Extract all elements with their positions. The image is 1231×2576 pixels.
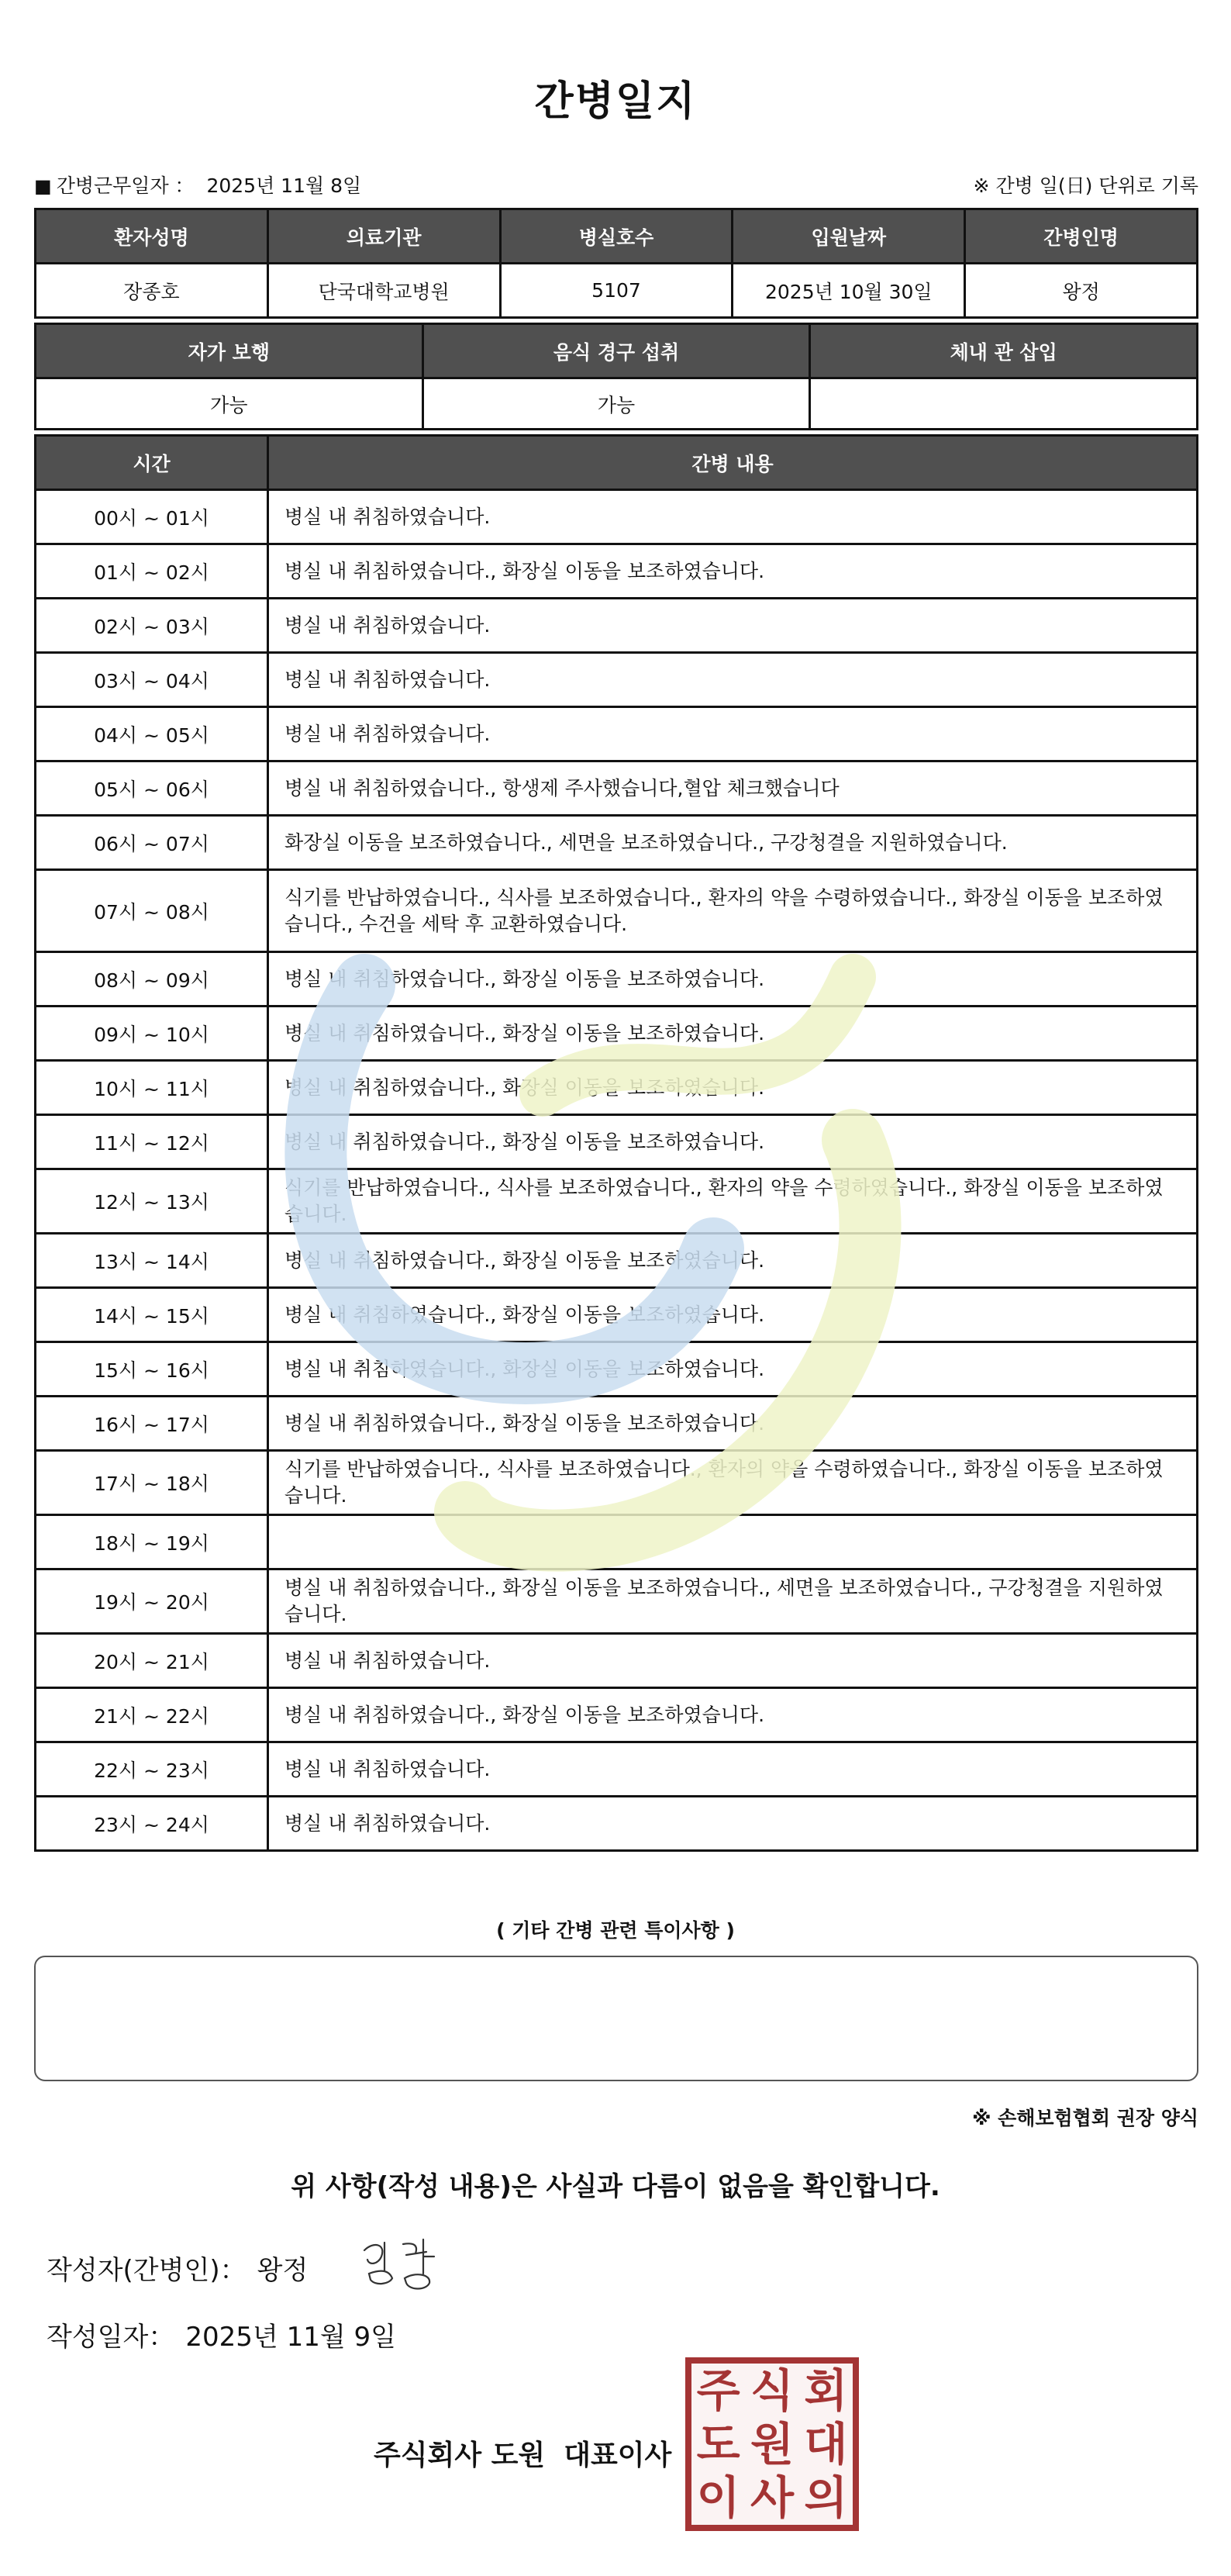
oral-intake-value: 가능	[422, 378, 810, 430]
company-title: 대표이사	[564, 2440, 672, 2471]
table-row	[36, 1515, 1198, 1569]
seal-character: 회	[804, 2364, 848, 2417]
seal-character: 의	[804, 2471, 848, 2525]
seal-character: 이	[696, 2471, 740, 2525]
writer-name: 왕정	[257, 2255, 309, 2286]
log-content: 병실 내 취침하였습니다.	[268, 707, 1198, 761]
log-content: 식기를 반납하였습니다., 식사를 보조하였습니다., 환자의 약을 수령하였습니다., 화장실 이동을 보조하였습니다.	[268, 1169, 1198, 1234]
log-content	[268, 1515, 1198, 1569]
log-content: 병실 내 취침하였습니다.	[268, 1634, 1198, 1688]
seal-character: 원	[750, 2417, 794, 2471]
log-time: 04시 ~ 05시	[36, 707, 268, 761]
table-row	[36, 1115, 1198, 1169]
patient-name: 장종호	[36, 264, 268, 318]
table-row	[36, 1061, 1198, 1115]
table-row	[36, 1634, 1198, 1688]
log-content: 병실 내 취침하였습니다., 화장실 이동을 보조하였습니다., 세면을 보조하였습니다., 구강청결을 지원하였습니다.	[268, 1569, 1198, 1634]
table-row	[36, 490, 1198, 544]
log-content: 병실 내 취침하였습니다.	[268, 653, 1198, 707]
form-note: ※ 손해보험협회 권장 양식	[972, 2107, 1198, 2129]
self-walking-value: 가능	[36, 378, 423, 430]
log-content: 병실 내 취침하였습니다., 화장실 이동을 보조하였습니다.	[268, 1342, 1198, 1397]
seal-character: 사	[750, 2471, 794, 2525]
table-row	[36, 707, 1198, 761]
patient-status-value-row	[36, 378, 1198, 430]
log-time: 10시 ~ 11시	[36, 1061, 268, 1115]
header-caregiver-name: 간병인명	[965, 209, 1198, 264]
log-time: 01시 ~ 02시	[36, 544, 268, 599]
table-row	[36, 761, 1198, 816]
log-content: 병실 내 취침하였습니다.	[268, 1742, 1198, 1797]
log-time: 06시 ~ 07시	[36, 816, 268, 870]
log-time: 08시 ~ 09시	[36, 952, 268, 1007]
seal-character: 대	[804, 2417, 848, 2471]
log-time: 16시 ~ 17시	[36, 1397, 268, 1451]
log-content: 병실 내 취침하였습니다., 화장실 이동을 보조하였습니다.	[268, 1007, 1198, 1061]
log-time: 11시 ~ 12시	[36, 1115, 268, 1169]
room-number: 5107	[500, 264, 733, 318]
patient-info-header-row	[36, 209, 1198, 264]
table-row	[36, 1688, 1198, 1742]
log-time: 05시 ~ 06시	[36, 761, 268, 816]
log-time: 23시 ~ 24시	[36, 1797, 268, 1851]
log-time: 09시 ~ 10시	[36, 1007, 268, 1061]
header-oral-intake: 음식 경구 섭취	[422, 324, 810, 378]
header-admission-date: 입원날짜	[733, 209, 965, 264]
log-content: 병실 내 취침하였습니다.	[268, 599, 1198, 653]
log-content: 병실 내 취침하였습니다., 화장실 이동을 보조하였습니다.	[268, 1288, 1198, 1342]
patient-status-header-row	[36, 324, 1198, 378]
log-content: 병실 내 취침하였습니다., 화장실 이동을 보조하였습니다.	[268, 544, 1198, 599]
log-time: 13시 ~ 14시	[36, 1234, 268, 1288]
log-content: 병실 내 취침하였습니다., 화장실 이동을 보조하였습니다.	[268, 952, 1198, 1007]
log-time: 21시 ~ 22시	[36, 1688, 268, 1742]
log-time: 18시 ~ 19시	[36, 1515, 268, 1569]
table-row	[36, 1169, 1198, 1234]
care-log-header-row	[36, 436, 1198, 490]
table-row	[36, 653, 1198, 707]
log-content: 병실 내 취침하였습니다., 화장실 이동을 보조하였습니다.	[268, 1234, 1198, 1288]
log-content: 병실 내 취침하였습니다., 화장실 이동을 보조하였습니다.	[268, 1688, 1198, 1742]
log-time: 14시 ~ 15시	[36, 1288, 268, 1342]
log-content: 식기를 반납하였습니다., 식사를 보조하였습니다., 환자의 약을 수령하였습니다., 화장실 이동을 보조하였습니다., 수건을 세탁 후 교환하였습니다.	[268, 870, 1198, 952]
work-date-label: 간병근무일자 ：	[56, 174, 195, 197]
document-title: 간병일지	[534, 78, 697, 125]
work-date-value: 2025년 11월 8일	[206, 174, 362, 197]
table-row	[36, 1797, 1198, 1851]
date-label: 작성일자：	[47, 2322, 175, 2353]
seal-character: 도	[696, 2417, 740, 2471]
writer-label: 작성자(간병인)：	[47, 2255, 247, 2286]
log-time: 07시 ~ 08시	[36, 870, 268, 952]
table-row	[36, 599, 1198, 653]
date-value: 2025년 11월 9일	[185, 2322, 396, 2353]
table-row	[36, 1451, 1198, 1515]
header-hospital: 의료기관	[267, 209, 500, 264]
unit-note: ※ 간병 일(日) 단위로 기록	[973, 174, 1198, 197]
log-content: 병실 내 취침하였습니다., 항생제 주사했습니다,혈압 체크했습니다	[268, 761, 1198, 816]
log-time: 19시 ~ 20시	[36, 1569, 268, 1634]
seal-character: 주	[696, 2364, 740, 2417]
header-patient-name: 환자성명	[36, 209, 268, 264]
log-content: 병실 내 취침하였습니다., 화장실 이동을 보조하였습니다.	[268, 1061, 1198, 1115]
notes-box[interactable]	[34, 1956, 1198, 2081]
log-time: 15시 ~ 16시	[36, 1342, 268, 1397]
header-time: 시간	[36, 436, 268, 490]
notes-title: ( 기타 간병 관련 특이사항 )	[496, 1919, 735, 1942]
log-content: 병실 내 취침하였습니다., 화장실 이동을 보조하였습니다.	[268, 1397, 1198, 1451]
patient-status-table	[34, 323, 1198, 430]
log-content: 식기를 반납하였습니다., 식사를 보조하였습니다., 환자의 약을 수령하였습니다., 화장실 이동을 보조하였습니다.	[268, 1451, 1198, 1515]
handwritten-signature	[358, 2233, 443, 2295]
log-content: 병실 내 취침하였습니다.	[268, 490, 1198, 544]
table-row	[36, 1742, 1198, 1797]
hospital-name: 단국대학교병원	[267, 264, 500, 318]
log-content: 병실 내 취침하였습니다.	[268, 1797, 1198, 1851]
table-row	[36, 1288, 1198, 1342]
log-time: 22시 ~ 23시	[36, 1742, 268, 1797]
care-log-body	[36, 490, 1198, 1851]
table-row	[36, 816, 1198, 870]
table-row	[36, 544, 1198, 599]
log-time: 12시 ~ 13시	[36, 1169, 268, 1234]
table-row	[36, 1007, 1198, 1061]
log-time: 00시 ~ 01시	[36, 490, 268, 544]
company-name: 주식회사 도원	[374, 2440, 546, 2471]
header-tube-insertion: 체내 관 삽입	[810, 324, 1198, 378]
writer-line	[47, 2249, 319, 2287]
care-log-table	[34, 434, 1198, 1852]
work-date-line	[34, 171, 361, 199]
table-row	[36, 870, 1198, 952]
caregiver-name: 왕정	[965, 264, 1198, 318]
table-row	[36, 1397, 1198, 1451]
tube-insertion-value	[810, 378, 1198, 430]
company-line	[374, 2433, 690, 2473]
log-time: 02시 ~ 03시	[36, 599, 268, 653]
company-seal-stamp	[685, 2357, 859, 2531]
header-care-content: 간병 내용	[268, 436, 1198, 490]
log-time: 20시 ~ 21시	[36, 1634, 268, 1688]
table-row	[36, 1342, 1198, 1397]
table-row	[36, 1234, 1198, 1288]
seal-character: 식	[750, 2364, 794, 2417]
table-row	[36, 952, 1198, 1007]
table-row	[36, 1569, 1198, 1634]
header-self-walking: 자가 보행	[36, 324, 423, 378]
log-time: 17시 ~ 18시	[36, 1451, 268, 1515]
patient-info-value-row	[36, 264, 1198, 318]
square-bullet-icon: ■	[34, 175, 52, 197]
log-content: 화장실 이동을 보조하였습니다., 세면을 보조하였습니다., 구강청결을 지원하였습니다.	[268, 816, 1198, 870]
patient-info-table	[34, 208, 1198, 319]
admission-date: 2025년 10월 30일	[733, 264, 965, 318]
written-date-line	[47, 2315, 407, 2353]
log-time: 03시 ~ 04시	[36, 653, 268, 707]
confirmation-statement: 위 사항(작성 내용)은 사실과 다름이 없음을 확인합니다.	[291, 2171, 940, 2202]
log-content: 병실 내 취침하였습니다., 화장실 이동을 보조하였습니다.	[268, 1115, 1198, 1169]
header-room-number: 병실호수	[500, 209, 733, 264]
